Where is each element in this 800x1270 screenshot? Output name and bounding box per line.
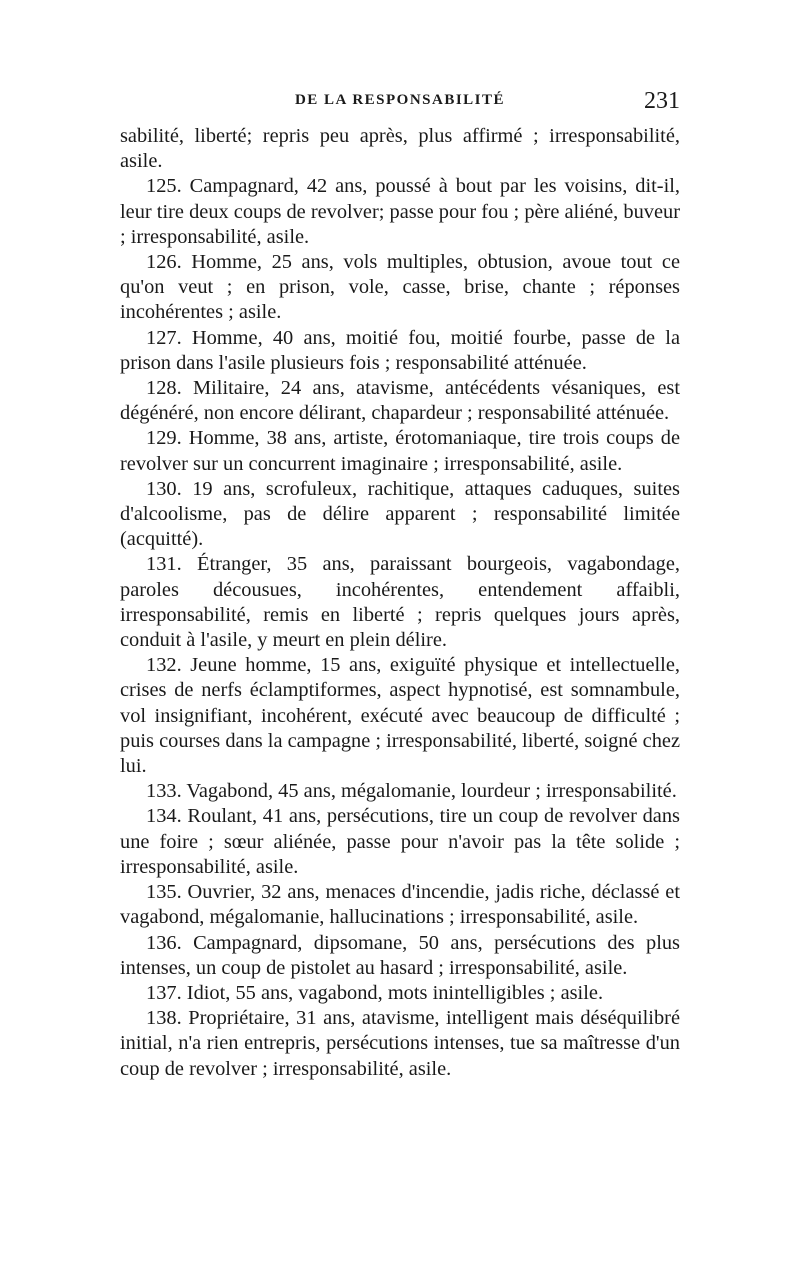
case-entry-138: 138. Propriétaire, 31 ans, atavisme, intelligent mais déséquilibré initial, n'a rien entrepris, persécutions intenses, tue sa maîtresse d'un coup de revolver ; irresponsabilité, asile.	[120, 1007, 680, 1080]
body-text	[120, 124, 680, 1082]
case-entry-137: 137. Idiot, 55 ans, vagabond, mots inintelligibles ; asile.	[146, 981, 604, 1004]
case-entry-132: 132. Jeune homme, 15 ans, exiguïté physique et intellectuelle, crises de nerfs éclamptiformes, aspect hypnotisé, est somnambule, vol insignifiant, incohérent, exécuté avec beaucoup de difficulté ; puis courses dans la campagne ; irresponsabilité, liberté, soigné chez lui.	[120, 654, 680, 778]
case-entry-136: 136. Campagnard, dipsomane, 50 ans, persécutions des plus intenses, un coup de pistolet au hasard ; irresponsabilité, asile.	[120, 931, 680, 979]
continuation-paragraph: sabilité, liberté; repris peu après, plus affirmé ; irresponsabilité, asile.	[120, 125, 680, 173]
case-entry-128: 128. Militaire, 24 ans, atavisme, antécédents vésaniques, est dégénéré, non encore délirant, chapardeur ; responsabilité atténuée.	[120, 377, 680, 425]
case-entry-133: 133. Vagabond, 45 ans, mégalomanie, lourdeur ; irresponsabilité.	[146, 780, 677, 803]
case-entry-130: 130. 19 ans, scrofuleux, rachitique, attaques caduques, suites d'alcoolisme, pas de délire apparent ; responsabilité limitée (acquitté).	[120, 477, 680, 551]
case-entry-127: 127. Homme, 40 ans, moitié fou, moitié fourbe, passe de la prison dans l'asile plusieurs fois ; responsabilité atténuée.	[120, 326, 680, 374]
case-entry-129: 129. Homme, 38 ans, artiste, érotomaniaque, tire trois coups de revolver sur un concurrent imaginaire ; irresponsabilité, asile.	[120, 427, 680, 475]
case-entry-126: 126. Homme, 25 ans, vols multiples, obtusion, avoue tout ce qu'on veut ; en prison, vole, casse, brise, chante ; réponses incohérentes ; asile.	[120, 251, 680, 324]
case-entry-135: 135. Ouvrier, 32 ans, menaces d'incendie, jadis riche, déclassé et vagabond, mégalomanie, hallucinations ; irresponsabilité, asile.	[120, 881, 680, 929]
case-entry-134: 134. Roulant, 41 ans, persécutions, tire un coup de revolver dans une foire ; sœur aliénée, passe pour n'avoir pas la tête solide ; irresponsabilité, asile.	[120, 805, 680, 878]
running-title: DE LA RESPONSABILITÉ	[294, 92, 506, 108]
case-entry-125: 125. Campagnard, 42 ans, poussé à bout par les voisins, dit-il, leur tire deux coups de revolver; passe pour fou ; père aliéné, buveur ; irresponsabilité, asile.	[120, 175, 680, 248]
page-number: 231	[644, 88, 680, 114]
case-entry-131: 131. Étranger, 35 ans, paraissant bourgeois, vagabondage, paroles décousues, incohérentes, entendement affaibli, irresponsabilité, remis en liberté ; repris quelques jours après, conduit à l'asile, y meurt en plein délire.	[120, 553, 680, 652]
running-header	[120, 88, 680, 120]
